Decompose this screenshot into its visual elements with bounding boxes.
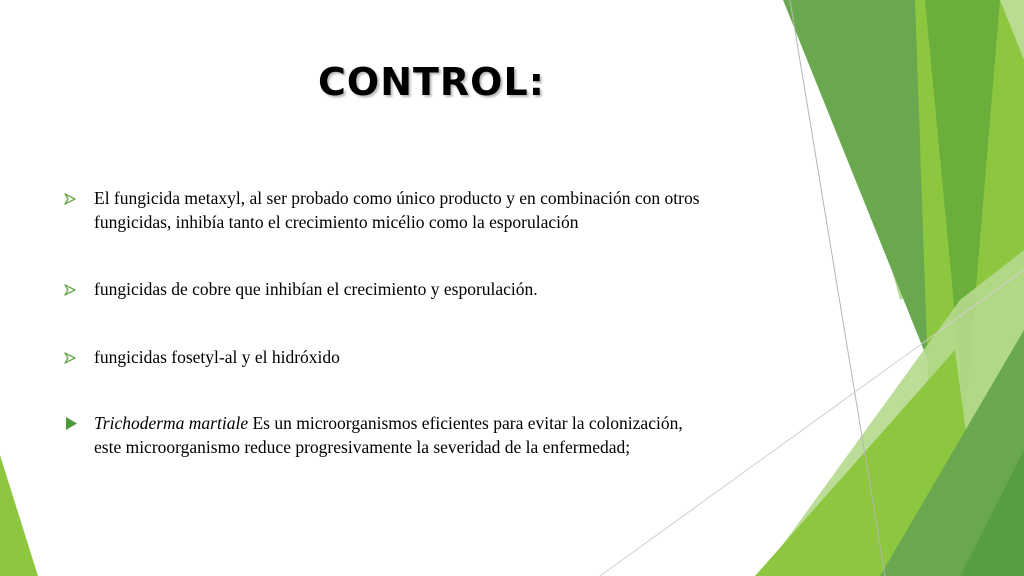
slide-title: CONTROL: bbox=[318, 60, 545, 104]
species-name: Trichoderma martiale bbox=[94, 413, 249, 433]
arrowhead-outline-icon bbox=[63, 186, 83, 210]
bullet-text-line: Es un microorganismos eficientes para evitar la colonización, bbox=[248, 413, 683, 433]
triangle-solid-icon bbox=[63, 411, 83, 435]
arrowhead-outline-icon bbox=[63, 345, 83, 369]
bullet-text-line: fungicidas, inhibía tanto el crecimiento micélio como la esporulación bbox=[94, 212, 579, 232]
bullet-text-line: El fungicida metaxyl, al ser probado como único producto y en combinación con otros bbox=[94, 188, 700, 208]
bullet-text-line: este microorganismo reduce progresivamente la severidad de la enfermedad; bbox=[94, 437, 631, 457]
bullet-text-line: fungicidas de cobre que inhibían el crecimiento y esporulación. bbox=[94, 279, 538, 299]
bullet-text-line: fungicidas fosetyl-al y el hidróxido bbox=[94, 347, 340, 367]
arrowhead-outline-icon bbox=[63, 277, 83, 301]
